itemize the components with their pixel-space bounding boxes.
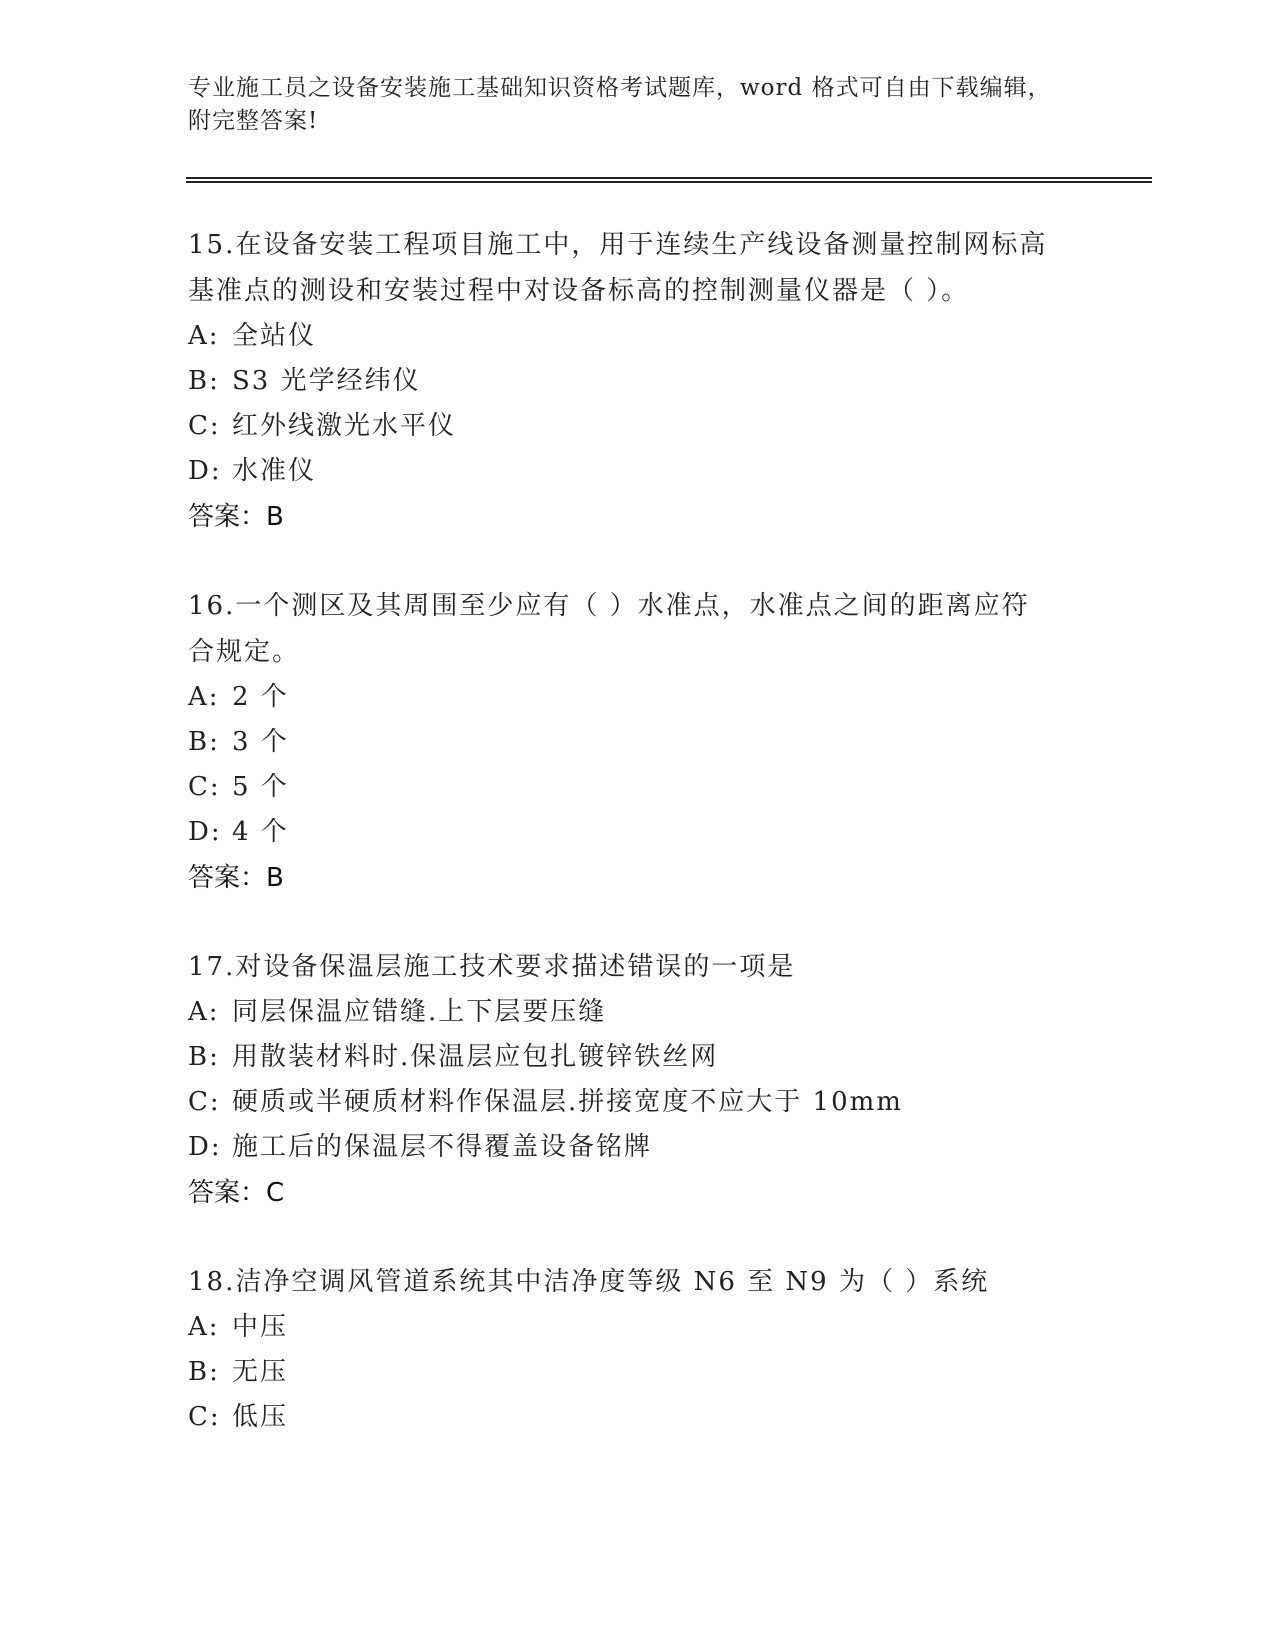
answer-label: 答案：B (188, 502, 284, 532)
answer-label: 答案：C (188, 1178, 285, 1208)
option-key: C: (188, 1087, 221, 1117)
option-key: C: (188, 1402, 221, 1432)
question-17 (188, 944, 1088, 1216)
question-18 (188, 1259, 1088, 1440)
option-c (188, 404, 1088, 449)
option-text: 4 个 (232, 817, 289, 847)
option-text: 硬质或半硬质材料作保温层.拼接宽度不应大于 10mm (232, 1087, 903, 1117)
option-key: A: (188, 682, 220, 712)
option-c (188, 1395, 1088, 1440)
answer-label: 答案：B (188, 863, 284, 893)
question-stem-line: 16.一个测区及其周围至少应有（ ）水准点，水准点之间的距离应符 (188, 591, 1030, 621)
option-a (188, 990, 1088, 1035)
option-b (188, 1035, 1088, 1080)
option-a (188, 1305, 1088, 1350)
option-d (188, 449, 1088, 494)
option-a (188, 314, 1088, 359)
option-text: 水准仪 (232, 456, 317, 486)
option-c (188, 765, 1088, 810)
option-key: C: (188, 772, 221, 802)
option-text: 3 个 (232, 727, 289, 757)
option-key: B: (188, 1042, 220, 1072)
option-text: 中压 (232, 1312, 289, 1342)
header-double-rule (186, 177, 1152, 183)
option-text: 同层保温应错缝.上下层要压缝 (232, 997, 607, 1027)
option-text: S3 光学经纬仪 (232, 366, 421, 396)
option-key: D: (188, 456, 222, 486)
option-b (188, 359, 1088, 404)
intro-line-1: 专业施工员之设备安装施工基础知识资格考试题库，word 格式可自由下载编辑， (188, 75, 1052, 101)
document-intro (188, 72, 1088, 138)
option-key: B: (188, 727, 220, 757)
option-b (188, 720, 1088, 765)
option-key: A: (188, 1312, 220, 1342)
option-key: D: (188, 817, 222, 847)
option-text: 用散装材料时.保温层应包扎镀锌铁丝网 (232, 1042, 719, 1072)
option-text: 全站仪 (232, 321, 317, 351)
option-key: C: (188, 411, 221, 441)
question-stem-line: 15.在设备安装工程项目施工中，用于连续生产线设备测量控制网标高 (188, 230, 1048, 260)
option-c (188, 1080, 1088, 1125)
option-d (188, 1125, 1088, 1170)
question-16 (188, 583, 1088, 901)
option-text: 无压 (232, 1357, 289, 1387)
option-a (188, 675, 1088, 720)
option-text: 低压 (232, 1402, 289, 1432)
option-text: 5 个 (232, 772, 289, 802)
option-text: 2 个 (232, 682, 289, 712)
option-text: 施工后的保温层不得覆盖设备铭牌 (232, 1132, 653, 1162)
option-key: D: (188, 1132, 222, 1162)
option-key: A: (188, 997, 220, 1027)
option-b (188, 1350, 1088, 1395)
question-stem-line: 18.洁净空调风管道系统其中洁净度等级 N6 至 N9 为（ ）系统 (188, 1267, 990, 1297)
question-stem-line: 17.对设备保温层施工技术要求描述错误的一项是 (188, 952, 796, 982)
question-stem-line: 合规定。 (188, 637, 301, 667)
option-key: B: (188, 1357, 220, 1387)
option-key: B: (188, 366, 220, 396)
intro-line-2: 附完整答案! (188, 108, 319, 134)
option-d (188, 810, 1088, 855)
question-stem-line: 基准点的测设和安装过程中对设备标高的控制测量仪器是（ ）。 (188, 276, 970, 306)
option-text: 红外线激光水平仪 (232, 411, 457, 441)
question-15 (188, 222, 1088, 540)
option-key: A: (188, 321, 220, 351)
